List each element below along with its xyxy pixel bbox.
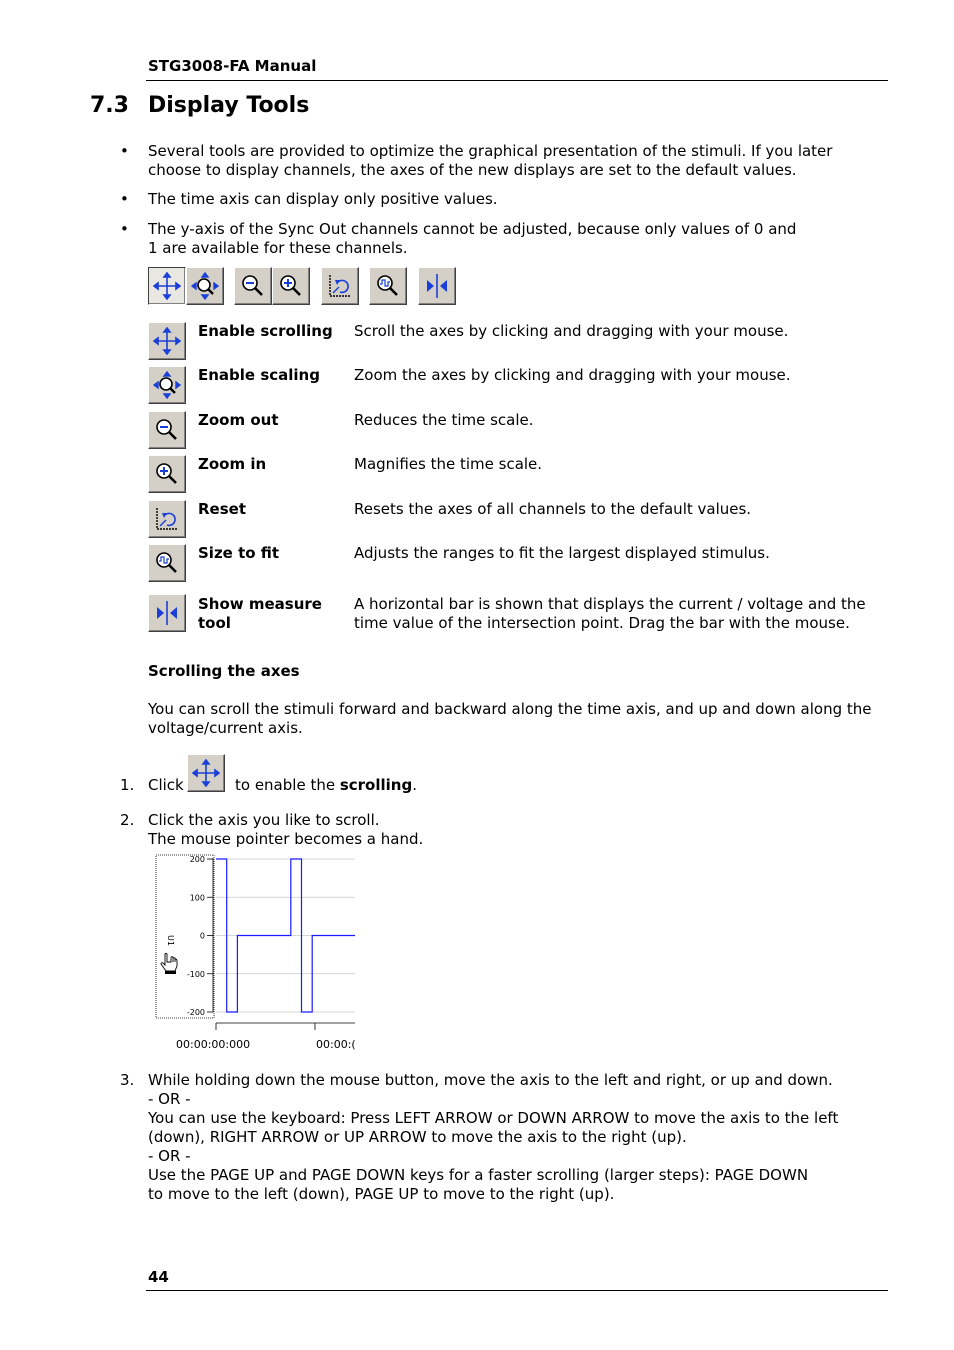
y-ticks <box>187 855 213 1017</box>
tool-name: Size to fit <box>198 544 280 562</box>
toolbar-size-to-fit-button[interactable] <box>369 267 407 305</box>
x-tick-label: 00:00:00:000 <box>176 1038 251 1051</box>
y-axis-label: U1 <box>166 935 175 946</box>
bullet-dot: • <box>120 220 129 238</box>
step-2-line-2: The mouse pointer becomes a hand. <box>148 830 424 848</box>
step-1-after: to enable the <box>235 776 336 794</box>
toolbar-enable-scrolling-button[interactable] <box>148 267 186 305</box>
magnify-arrows-icon <box>191 272 219 300</box>
x-tick-label: 00:00:( <box>316 1038 356 1051</box>
step-1-rest <box>235 776 835 795</box>
zoom-in-button[interactable] <box>148 455 186 493</box>
step-1-bold: scrolling <box>339 776 413 794</box>
reset-button[interactable] <box>148 500 186 538</box>
reset-axes-icon <box>326 272 354 300</box>
measure-tool-button[interactable] <box>148 594 186 632</box>
step-number: 3. <box>120 1071 135 1089</box>
tool-name: Enable scrolling <box>198 322 333 340</box>
toolbar-zoom-out-button[interactable] <box>234 267 272 305</box>
tool-description: Reduces the time scale. <box>354 411 534 429</box>
page-number: 44 <box>148 1268 169 1286</box>
bullet-text: The time axis can display only positive values. <box>148 190 498 208</box>
measure-tool-icon <box>423 272 451 300</box>
toolbar-reset-button[interactable] <box>321 267 359 305</box>
zoom-out-icon <box>153 416 181 444</box>
toolbar-measure-tool-button[interactable] <box>418 267 456 305</box>
step-number: 2. <box>120 811 135 829</box>
manual-title: STG3008-FA Manual <box>148 57 317 75</box>
measure-tool-icon <box>153 599 181 627</box>
section-number: 7.3 <box>90 93 129 118</box>
step-3-line: - OR - <box>148 1090 191 1108</box>
step-1-click: Click <box>148 776 184 794</box>
size-to-fit-icon <box>374 272 402 300</box>
bullet-dot: • <box>120 190 129 208</box>
zoom-out-icon <box>239 272 267 300</box>
hand-cursor-icon <box>161 954 177 975</box>
tool-name: Zoom in <box>198 455 267 473</box>
tool-name: Enable scaling <box>198 366 320 384</box>
magnify-arrows-icon <box>153 371 181 399</box>
move-arrows-icon <box>153 327 181 355</box>
y-tick-label: -100 <box>186 969 205 979</box>
y-tick-label: 100 <box>189 893 205 903</box>
step-number: 1. <box>120 776 135 794</box>
tool-name: Show measure tool <box>198 595 322 632</box>
tool-description: A horizontal bar is shown that displays the current / voltage and the time value of the intersection point. Drag the bar with the mouse. <box>354 595 866 632</box>
size-to-fit-button[interactable] <box>148 544 186 582</box>
subsection-heading: Scrolling the axes <box>148 662 300 680</box>
move-arrows-icon <box>153 272 181 300</box>
toolbar-zoom-in-button[interactable] <box>272 267 310 305</box>
tool-name: Zoom out <box>198 411 279 429</box>
zoom-out-button[interactable] <box>148 411 186 449</box>
zoom-in-icon <box>277 272 305 300</box>
inline-scroll-button[interactable] <box>187 754 225 792</box>
tool-description: Adjusts the ranges to fit the largest displayed stimulus. <box>354 544 770 562</box>
step-3-line: You can use the keyboard: Press LEFT ARROW or DOWN ARROW to move the axis to the left <box>148 1109 839 1127</box>
header-rule <box>146 80 888 81</box>
enable-scaling-button[interactable] <box>148 366 186 404</box>
y-tick-label: -200 <box>186 1008 205 1017</box>
tool-description: Zoom the axes by clicking and dragging with your mouse. <box>354 366 791 384</box>
tool-description: Magnifies the time scale. <box>354 455 543 473</box>
stimulus-chart[interactable] <box>150 850 360 1055</box>
step-3-line: (down), RIGHT ARROW or UP ARROW to move the axis to the right (up). <box>148 1128 687 1146</box>
reset-axes-icon <box>153 505 181 533</box>
step-2-line-1: Click the axis you like to scroll. <box>148 811 380 829</box>
move-arrows-icon <box>192 759 220 787</box>
intro-paragraph: You can scroll the stimuli forward and backward along the time axis, and up and down along the voltage/current axis. <box>148 700 872 737</box>
tool-name: Reset <box>198 500 246 518</box>
series-line <box>216 859 355 1012</box>
step-3-line: to move to the left (down), PAGE UP to move to the right (up). <box>148 1185 615 1203</box>
y-tick-label: 200 <box>189 855 205 864</box>
bullet-dot: • <box>120 142 129 160</box>
step-3-line: While holding down the mouse button, move the axis to the left and right, or up and down. <box>148 1071 833 1089</box>
y-axis-frame[interactable] <box>156 855 214 1018</box>
toolbar-enable-scaling-button[interactable] <box>186 267 224 305</box>
zoom-in-icon <box>153 460 181 488</box>
bullet-text: Several tools are provided to optimize the graphical presentation of the stimuli. If you later choose to display channels, the axes of the new displays are set to the default values. <box>148 142 833 179</box>
footer-rule <box>146 1290 888 1291</box>
enable-scrolling-button[interactable] <box>148 322 186 360</box>
bullet-text: The y-axis of the Sync Out channels cannot be adjusted, because only values of 0 and 1 are available for these channels. <box>148 220 797 257</box>
tool-description: Resets the axes of all channels to the default values. <box>354 500 752 518</box>
tool-description: Scroll the axes by clicking and dragging with your mouse. <box>354 322 789 340</box>
y-tick-label: 0 <box>199 931 205 941</box>
size-to-fit-icon <box>153 549 181 577</box>
step-3-line: - OR - <box>148 1147 191 1165</box>
step-1-end: . <box>412 776 417 794</box>
step-3-line: Use the PAGE UP and PAGE DOWN keys for a faster scrolling (larger steps): PAGE DOWN <box>148 1166 809 1184</box>
section-title: Display Tools <box>148 93 310 118</box>
section-heading <box>90 93 309 118</box>
